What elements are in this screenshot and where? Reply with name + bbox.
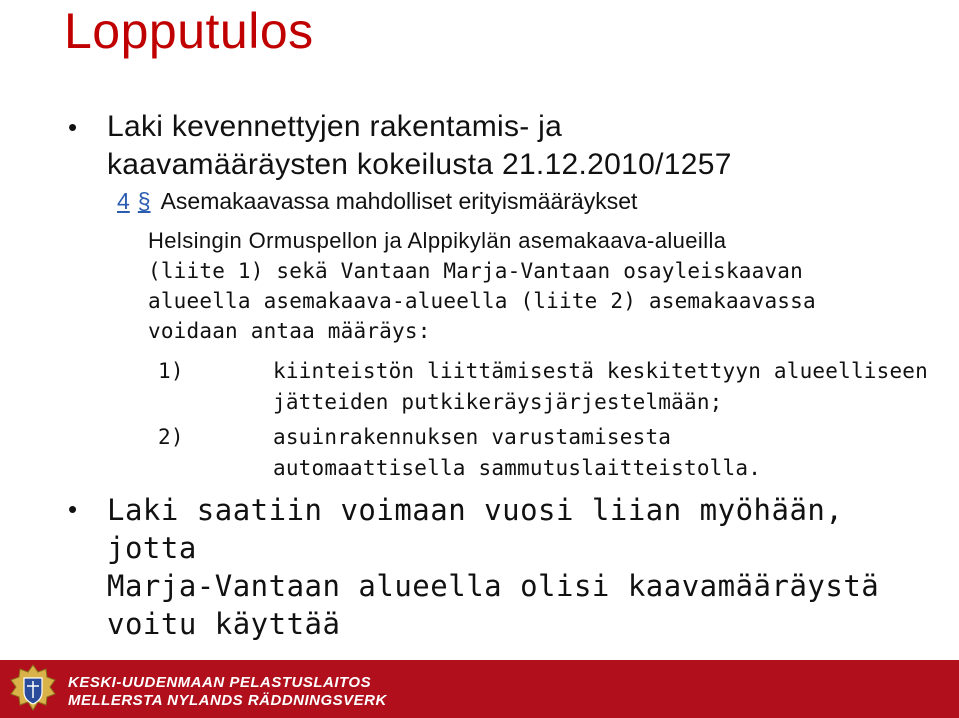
bullet-dot-1: • bbox=[68, 112, 78, 142]
bullet-2-line-2: Marja-Vantaan alueella olisi kaavamääräystä bbox=[107, 569, 880, 603]
slide-title: Lopputulos bbox=[64, 3, 314, 59]
section-paragraph bbox=[148, 226, 948, 346]
paragraph-line-3: alueella asemakaava-alueella (liite 2) asemakaavassa bbox=[148, 289, 816, 313]
bullet-1-line-1: Laki kevennettyjen rakentamis- ja bbox=[107, 110, 563, 143]
paragraph-line-2: (liite 1) sekä Vantaan Marja-Vantaan osayleiskaavan bbox=[148, 259, 803, 283]
footer-bar bbox=[0, 660, 959, 718]
bullet-2-line-1: Laki saatiin voimaan vuosi liian myöhään, jotta bbox=[107, 493, 844, 565]
section-reference bbox=[117, 186, 637, 216]
rescue-department-emblem-icon bbox=[10, 664, 56, 714]
section-number-link[interactable]: 4 bbox=[117, 188, 130, 214]
bullet-1-line-2: kaavamääräysten kokeilusta 21.12.2010/1257 bbox=[107, 148, 732, 181]
bullet-dot-2: • bbox=[68, 494, 78, 524]
list-item-number: 2) bbox=[158, 425, 184, 449]
list-item-number: 1) bbox=[158, 359, 184, 383]
bullet-2-line-3: voitu käyttää bbox=[107, 607, 341, 641]
footer-org-finnish: KESKI-UUDENMAAN PELASTUSLAITOS bbox=[68, 674, 372, 691]
section-title: Asemakaavassa mahdolliset erityismääräykset bbox=[160, 188, 638, 214]
section-symbol-link[interactable]: § bbox=[137, 188, 151, 214]
list-item-line-2: automaattisella sammutuslaitteistolla. bbox=[273, 456, 762, 480]
paragraph-line-4: voidaan antaa määräys: bbox=[148, 319, 431, 343]
paragraph-line-1: Helsingin Ormuspellon ja Alppikylän asemakaava-alueilla bbox=[148, 228, 727, 253]
list-item-line-1: asuinrakennuksen varustamisesta bbox=[273, 425, 672, 449]
footer-org-swedish: MELLERSTA NYLANDS RÄDDNINGSVERK bbox=[68, 692, 387, 709]
list-item-text bbox=[273, 422, 959, 484]
bullet-1-text bbox=[107, 108, 732, 184]
bullet-2-text bbox=[107, 491, 947, 643]
list-item-text bbox=[273, 356, 959, 418]
list-item-line-1: kiinteistön liittämisestä keskitettyyn alueelliseen bbox=[273, 359, 928, 383]
list-item-line-2: jätteiden putkikeräysjärjestelmään; bbox=[273, 390, 723, 414]
